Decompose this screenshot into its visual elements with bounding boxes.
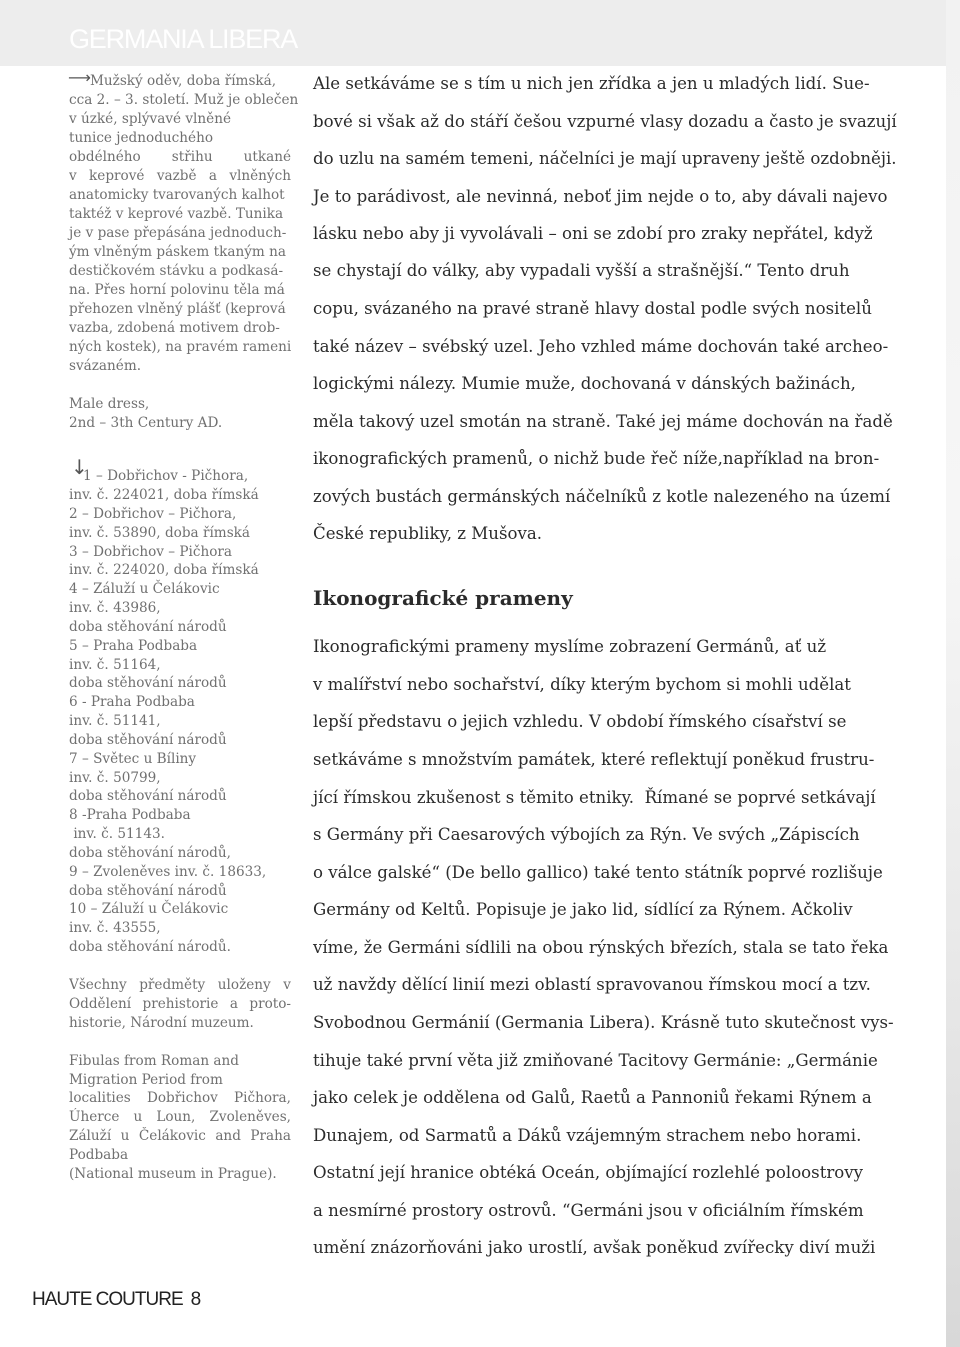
list-item: doba stěhování národů,	[69, 845, 231, 861]
running-title: GERMANIA LIBERA	[69, 24, 298, 54]
list-item: 9 – Zvoleněves inv. č. 18633,	[69, 864, 267, 880]
body-line: Ikonografickými prameny myslíme zobrazení Germánů, ať už	[313, 637, 827, 656]
body-line: copu, svázaného na pravé straně hlavy dostal podle svých nositelů	[313, 299, 872, 318]
list-item: 7 – Světec u Bíliny	[69, 751, 197, 767]
caption-line: na. Přes horní polovinu těla má	[69, 282, 285, 298]
body-line: a nesmírné prostory ostrovů. “Germáni jsou v oficiálním římském	[313, 1201, 864, 1220]
caption-en-line: 2nd – 3th Century AD.	[69, 415, 223, 431]
list-item: inv. č. 224020, doba římská	[69, 562, 259, 578]
body-line: České republiky, z Mušova.	[313, 524, 542, 543]
english-note-line: Podbaba	[69, 1147, 129, 1163]
caption-line: obdélného střihu utkané	[69, 149, 291, 165]
header-band	[0, 0, 946, 66]
body-line: zových bustách germánských náčelníků z kotle nalezeného na území	[313, 487, 891, 506]
list-item: inv. č. 51141,	[69, 713, 161, 729]
list-item: inv. č. 43555,	[69, 920, 161, 936]
list-item: doba stěhování národů	[69, 619, 227, 635]
body-line: se chystají do války, aby vypadali vyšší a strašnější.“ Tento druh	[313, 261, 850, 280]
list-item: inv. č. 51164,	[69, 657, 161, 673]
caption-line: v úzké, splývavé vlněné	[69, 111, 232, 127]
storage-note-line: historie, Národní muzeum.	[69, 1015, 254, 1031]
english-note-line: (National museum in Prague).	[69, 1166, 277, 1182]
english-note-line: Migration Period from	[69, 1072, 223, 1088]
body-line: do uzlu na samém temeni, náčelníci je mají upraveny ještě ozdobněji.	[313, 149, 897, 168]
caption-line: Mužský oděv, doba římská,	[90, 73, 277, 89]
body-line: Svobodnou Germánií (Germania Libera). Krásně tuto skutečnost vys-	[313, 1013, 894, 1032]
list-item: doba stěhování národů	[69, 788, 227, 804]
body-line: Germány od Keltů. Popisuje je jako lid, sídlící za Rýnem. Ačkoliv	[313, 900, 853, 919]
down-arrow-icon: ↓	[71, 455, 88, 479]
list-item: 10 – Záluží u Čelákovic	[69, 901, 229, 917]
page-number: 8	[190, 1289, 201, 1310]
list-item: inv. č. 43986,	[69, 600, 161, 616]
page-footer	[32, 1288, 200, 1312]
english-note-line: localities Dobřichov Pičhora,	[69, 1090, 291, 1106]
caption-line: cca 2. – 3. století. Muž je oblečen	[69, 92, 299, 108]
list-item: doba stěhování národů.	[69, 939, 231, 955]
list-item: inv. č. 51143.	[69, 826, 165, 842]
list-item: 6 - Praha Podbaba	[69, 694, 195, 710]
list-item: doba stěhování národů	[69, 732, 227, 748]
section-heading: Ikonografické prameny	[313, 586, 573, 610]
list-item: 3 – Dobřichov – Pičhora	[69, 544, 233, 560]
list-item: 8 -Praha Podbaba	[69, 807, 191, 823]
body-line: víme, že Germáni sídlili na obou rýnských březích, stala se tato řeka	[313, 938, 889, 957]
list-item: doba stěhování národů	[69, 883, 227, 899]
list-item: 4 – Záluží u Čelákovic	[69, 581, 220, 597]
body-line: Ale setkáváme se s tím u nich jen zřídka a jen u mladých lidí. Sue-	[313, 74, 870, 93]
storage-note-line: Oddělení prehistorie a proto-	[69, 996, 291, 1012]
caption-line: přehozen vlněný plášť (keprová	[69, 301, 286, 317]
caption-line: tunice jednoduchého	[69, 130, 214, 146]
caption-line: ných kostek), na pravém rameni	[69, 339, 292, 355]
caption-line: anatomicky tvarovaných kalhot	[69, 187, 285, 203]
body-line: Ostatní její hranice obtéká Oceán, objímající rozlehlé poloostrovy	[313, 1163, 864, 1182]
caption-en-line: Male dress,	[69, 396, 150, 412]
caption-line: ým vlněným páskem tkaným na	[69, 244, 286, 260]
english-note-line: Fibulas from Roman and	[69, 1053, 239, 1069]
list-item: 2 – Dobřichov – Pičhora,	[69, 506, 237, 522]
caption-line: vazba, zdobená motivem drob-	[69, 320, 280, 336]
caption-line: svázaném.	[69, 358, 142, 374]
caption-line: v keprové vazbě a vlněných	[69, 168, 291, 184]
body-line: jako celek je oddělena od Galů, Raetů a Pannoniů řekami Rýnem a	[313, 1088, 872, 1107]
body-line: logickými nálezy. Mumie muže, dochovaná v dánských bažinách,	[313, 374, 856, 393]
body-line: o válce galské“ (De bello gallico) také tento státník poprvé rozlišuje	[313, 863, 883, 882]
body-line: ikonografických pramenů, o nichž bude řeč níže,například na bron-	[313, 449, 880, 468]
body-line: Je to parádivost, ale nevinná, neboť jim nejde o to, aby dávali najevo	[313, 187, 888, 206]
storage-note-line: Všechny předměty uloženy v	[69, 977, 291, 993]
english-note-line: Úherce u Loun, Zvoleněves,	[69, 1109, 291, 1125]
caption-line: taktéž v keprové vazbě. Tunika	[69, 206, 284, 222]
body-line: měla takový uzel smotán na straně. Také jej máme dochován na řadě	[313, 412, 893, 431]
footer-label: HAUTE COUTURE	[32, 1289, 183, 1310]
english-note-line: Záluží u Čelákovic and Praha	[69, 1128, 291, 1144]
body-line: tihuje také první věta již zmiňované Tacitovy Germánie: „Germánie	[313, 1051, 878, 1070]
body-line: v malířství nebo sochařství, díky kterým bychom si mohli udělat	[313, 675, 851, 694]
body-line: jící římskou zkušenost s těmito etniky. Římané se poprvé setkávají	[313, 788, 876, 807]
body-line: Dunajem, od Sarmatů a Dáků vzájemným strachem nebo horami.	[313, 1126, 862, 1145]
body-line: setkáváme s množstvím památek, které reflektují poněkud frustru-	[313, 750, 875, 769]
list-item: 5 – Praha Podbaba	[69, 638, 198, 654]
list-item: inv. č. 224021, doba římská	[69, 487, 259, 503]
caption-line: destičkovém stávku a podkasá-	[69, 263, 284, 279]
body-line: bové si však až do stáří češou vzpurné vlasy dozadu a často je svazují	[313, 112, 897, 131]
list-item: inv. č. 50799,	[69, 770, 161, 786]
caption-line: je v pase přepásána jednoduch-	[69, 225, 287, 241]
body-line: s Germány při Caesarových výbojích za Rýn. Ve svých „Zápiscích	[313, 825, 860, 844]
list-item: 1 – Dobřichov - Pičhora,	[83, 468, 249, 484]
list-item: doba stěhování národů	[69, 675, 227, 691]
body-line: lásku nebo aby ji vyvolávali – oni se zdobí pro zraky nepřátel, když	[313, 224, 873, 243]
body-line: umění znázorňováni jako urostlí, avšak poněkud zvířecky diví muži	[313, 1238, 876, 1257]
right-arrow-icon: ⟶	[68, 68, 91, 87]
body-line: také název – svébský uzel. Jeho vzhled máme dochován také archeo-	[313, 337, 889, 356]
page-edge-shadow	[946, 0, 960, 1347]
body-line: už navždy dělící linií mezi oblastí spravovanou římskou mocí a tzv.	[313, 975, 871, 994]
list-item: inv. č. 53890, doba římská	[69, 525, 251, 541]
body-line: lepší představu o jejich vzhledu. V období římského císařství se	[313, 712, 847, 731]
